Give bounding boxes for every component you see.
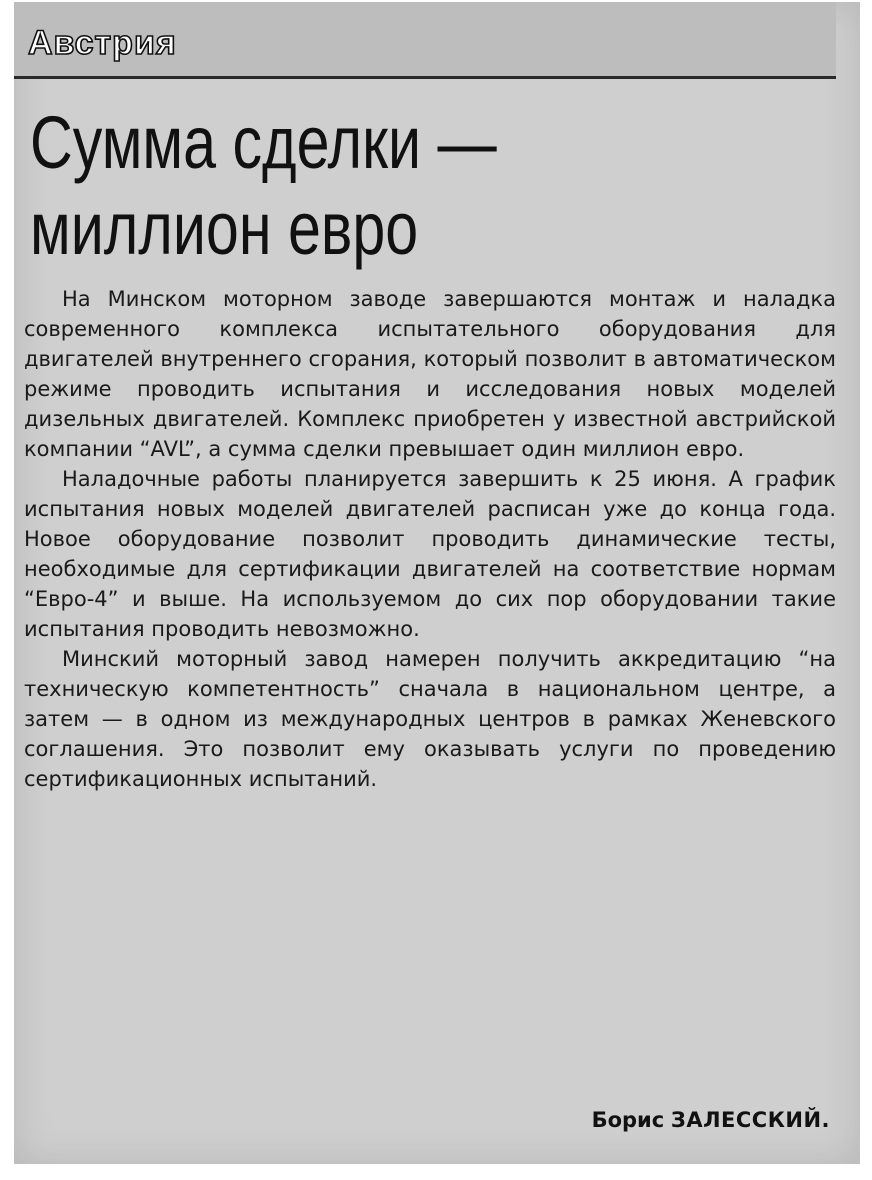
article-body	[24, 284, 836, 794]
headline-line-2: миллион евро	[30, 187, 419, 270]
article-headline	[30, 100, 670, 272]
author-first-name: Борис	[591, 1108, 665, 1132]
paragraph-1: На Минском моторном заводе завершаются монтаж и наладка современного комплекса испытательного оборудования для двигателей внутреннего сгорания, который позволит в автоматическом режиме проводить испытания и исследования новых моделей дизельных двигателей. Комплекс приобретен у известной австрийской компании “AVL”, а сумма сделки превышает один миллион евро.	[24, 287, 836, 461]
author-last-name: ЗАЛЕССКИЙ.	[670, 1108, 830, 1132]
newspaper-clipping	[14, 2, 860, 1164]
paragraph-3: Минский моторный завод намерен получить аккредитацию “на техническую компетентность” сначала в национальном центре, а затем — в одном из международных центров в рамках Женевского соглашения. Это позволит ему оказывать услуги по проведению сертификационных испытаний.	[24, 647, 836, 791]
rubric-label: Австрия	[28, 24, 177, 62]
paragraph-2: Наладочные работы планируется завершить к 25 июня. А график испытания новых моделей двигателей расписан уже до конца года. Новое оборудование позволит проводить динамические тесты, необходимые для сертификации двигателей на соответствие нормам “Евро-4” и выше. На используемом до сих пор оборудовании такие испытания проводить невозможно.	[24, 467, 836, 641]
author-signature	[592, 1108, 830, 1132]
rubric-divider	[14, 76, 836, 79]
rubric-band	[14, 2, 836, 78]
headline-line-1: Сумма сделки —	[30, 101, 497, 184]
